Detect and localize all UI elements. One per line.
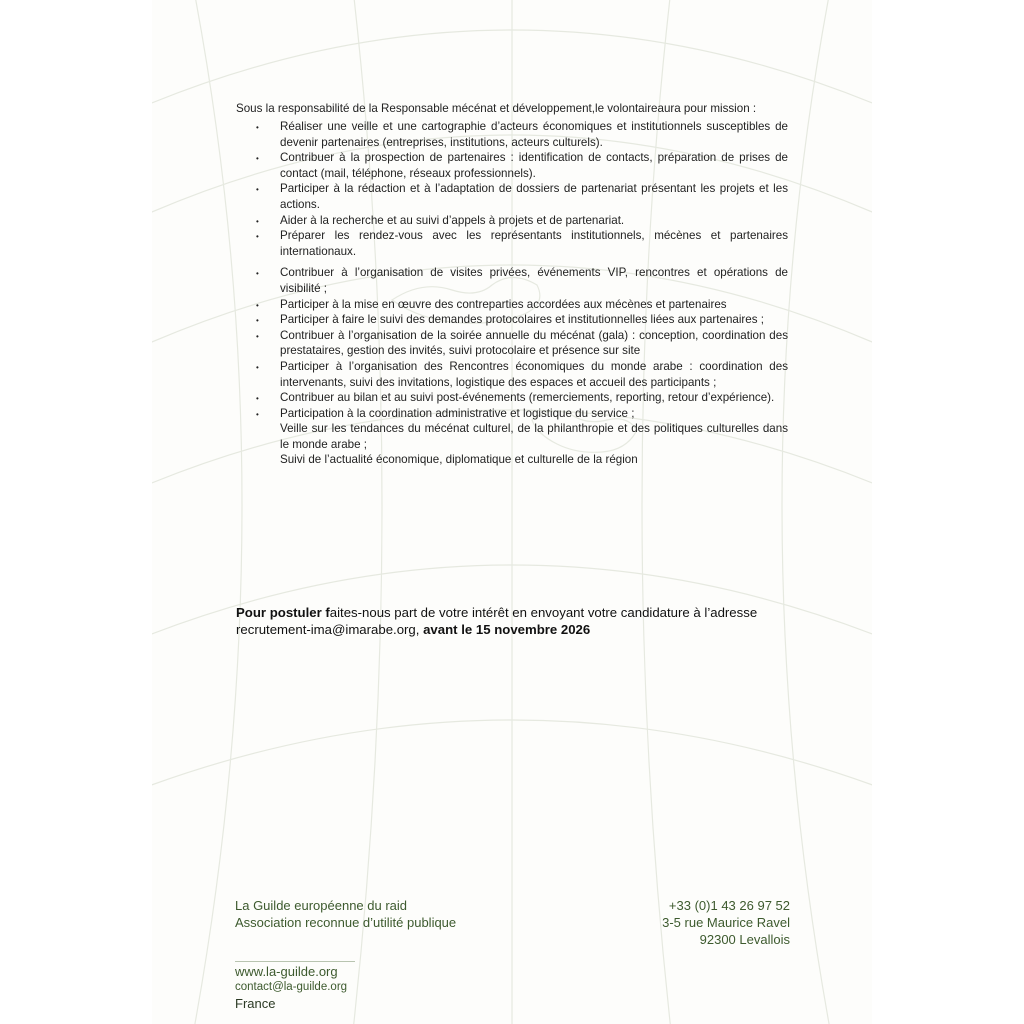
list-item-text: Aider à la recherche et au suivi d’appels à projets et de partenariat. bbox=[280, 213, 625, 227]
list-item-text: Participer à l’organisation des Rencontres économiques du monde arabe : coordination des intervenants, suivi des invitations, logistique des espaces et accueil des participants ; bbox=[280, 359, 788, 389]
bullet-icon: • bbox=[256, 300, 259, 310]
mission-intro: Sous la responsabilité de la Responsable mécénat et développement,le volontaireaura pour mission : bbox=[236, 102, 757, 115]
list-item bbox=[236, 119, 788, 150]
list-item-text: Participer à faire le suivi des demandes protocolaires et institutionnelles liées aux partenaires ; bbox=[280, 313, 764, 327]
footer-divider bbox=[235, 961, 355, 962]
footer-organization bbox=[235, 897, 555, 931]
list-item bbox=[236, 150, 788, 181]
list-item bbox=[236, 265, 788, 296]
list-item-text: Participer à la rédaction et à l’adaptation de dossiers de partenariat présentant les projets et les actions. bbox=[280, 182, 788, 211]
bullet-icon: • bbox=[256, 316, 259, 326]
city-address: 92300 Levallois bbox=[699, 932, 790, 947]
bullet-icon: • bbox=[256, 331, 259, 341]
country-label: France bbox=[235, 996, 276, 1011]
list-item bbox=[236, 228, 788, 259]
list-item bbox=[236, 297, 788, 313]
bullet-icon: • bbox=[256, 394, 259, 404]
website-link[interactable]: www.la-guilde.org bbox=[235, 964, 338, 979]
bullet-icon: • bbox=[256, 269, 259, 279]
bullet-icon: • bbox=[256, 409, 259, 419]
mission-list bbox=[236, 119, 788, 468]
bullet-icon: • bbox=[256, 362, 259, 372]
footer-address bbox=[572, 897, 790, 948]
org-status: Association reconnue d’utilité publique bbox=[235, 915, 457, 930]
bullet-icon: • bbox=[256, 123, 259, 132]
bullet-icon: • bbox=[256, 185, 259, 195]
list-item bbox=[236, 390, 788, 406]
list-item bbox=[236, 312, 788, 328]
list-item bbox=[236, 421, 788, 452]
list-item-text: Participer à la mise en œuvre des contreparties accordées aux mécènes et partenaires bbox=[280, 297, 727, 311]
list-item bbox=[236, 213, 788, 229]
bullet-icon: • bbox=[256, 154, 259, 164]
bullet-icon: • bbox=[256, 216, 259, 226]
apply-deadline: avant le 15 novembre 2026 bbox=[423, 622, 591, 637]
footer-contact bbox=[235, 964, 535, 1013]
list-item-text: Préparer les rendez-vous avec les représentants institutionnels, mécènes et partenaires internationaux. bbox=[280, 229, 788, 258]
list-item-text: Suivi de l’actualité économique, diplomatique et culturelle de la région bbox=[280, 453, 638, 467]
list-item bbox=[236, 328, 788, 359]
apply-lead: Pour postuler f bbox=[236, 605, 330, 620]
street-address: 3-5 rue Maurice Ravel bbox=[662, 915, 790, 930]
list-item-text: Contribuer à la prospection de partenaires : identification de contacts, préparation de prises de contact (mail, téléphone, réseaux professionnels). bbox=[280, 151, 788, 180]
list-item bbox=[236, 406, 788, 422]
list-item-text: Veille sur les tendances du mécénat culturel, de la philanthropie et des politiques culturelles dans le monde arabe ; bbox=[280, 422, 788, 451]
apply-text: aites-nous part de votre intérêt en envoyant votre candidature à l’adresse recrutement-ima@imarabe.org, bbox=[236, 605, 758, 637]
list-item-text: Réaliser une veille et une cartographie d’acteurs économiques et institutionnels susceptibles de devenir partenaires (entreprises, institutions, acteurs culturels). bbox=[280, 120, 788, 149]
list-item-text: Contribuer à l’organisation de visites privées, événements VIP, rencontres et opérations de visibilité ; bbox=[280, 266, 788, 295]
document-page bbox=[152, 0, 872, 1024]
phone-number: +33 (0)1 43 26 97 52 bbox=[668, 898, 790, 913]
application-instructions bbox=[236, 604, 796, 638]
bullet-icon: • bbox=[256, 232, 259, 242]
list-item bbox=[236, 359, 788, 390]
list-item-text: Participation à la coordination administrative et logistique du service ; bbox=[280, 406, 635, 420]
list-item bbox=[236, 452, 788, 468]
org-name: La Guilde européenne du raid bbox=[235, 898, 408, 913]
list-item-text: Contribuer à l’organisation de la soirée annuelle du mécénat (gala) : conception, coordination des prestataires, gestion des invités, suivi protocolaire et présence sur site bbox=[280, 328, 788, 358]
list-item-text: Contribuer au bilan et au suivi post-événements (remerciements, reporting, retour d’expérience). bbox=[280, 391, 775, 405]
list-item bbox=[236, 181, 788, 212]
email-link[interactable]: contact@la-guilde.org bbox=[235, 981, 348, 993]
